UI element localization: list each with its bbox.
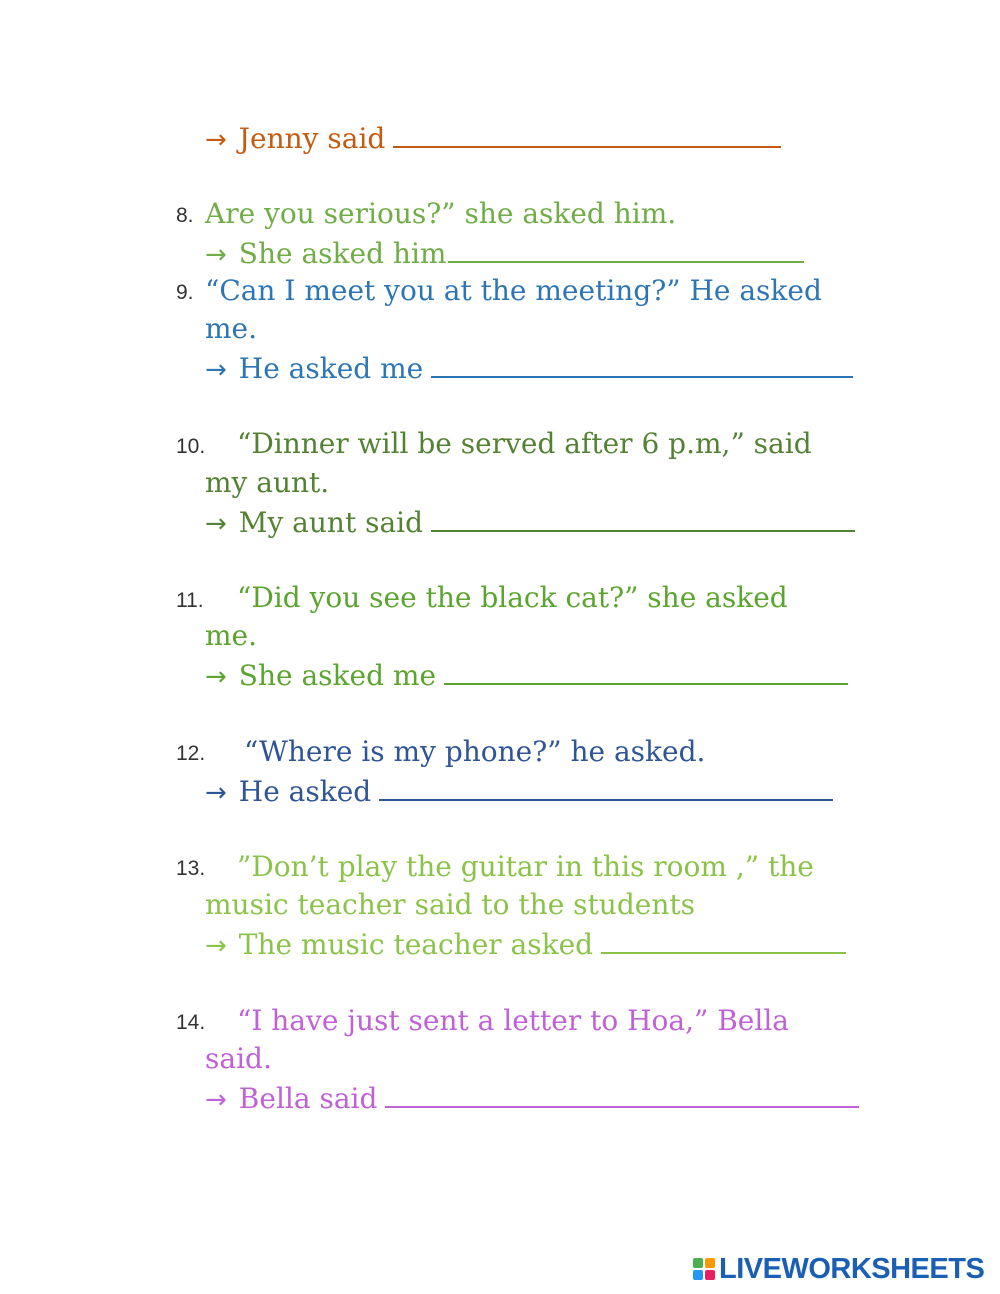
item-number: 13.	[176, 857, 206, 880]
answer-blank[interactable]	[431, 348, 853, 378]
answer-line-12	[205, 771, 833, 812]
question-line: Are you serious?” she asked him.	[205, 197, 677, 230]
item-number: 11.	[176, 589, 204, 612]
item-number: 12.	[176, 742, 206, 765]
answer-line-10	[205, 502, 855, 543]
answer-prefix: He asked me	[238, 352, 424, 385]
answer-blank[interactable]	[393, 118, 781, 148]
arrow-icon: →	[205, 1085, 227, 1115]
answer-line-7	[205, 118, 781, 159]
liveworksheets-logo-icon	[693, 1258, 715, 1280]
answer-blank[interactable]	[448, 233, 804, 263]
answer-prefix: He asked	[238, 775, 372, 808]
question-line: “Did you see the black cat?” she asked	[237, 581, 788, 614]
answer-blank[interactable]	[385, 1078, 859, 1108]
arrow-icon: →	[205, 931, 227, 961]
answer-line-14	[205, 1078, 859, 1119]
arrow-icon: →	[205, 355, 227, 385]
question-line: “Dinner will be served after 6 p.m,” said	[237, 427, 812, 460]
answer-line-11	[205, 655, 848, 696]
answer-line-9	[205, 348, 853, 389]
question-line: “Where is my phone?” he asked.	[244, 735, 706, 768]
arrow-icon: →	[205, 125, 227, 155]
arrow-icon: →	[205, 662, 227, 692]
question-line: said.	[205, 1042, 272, 1075]
arrow-icon: →	[205, 240, 227, 270]
item-number: 8.	[176, 204, 194, 227]
question-line: “Can I meet you at the meeting?” He asked	[205, 274, 822, 307]
answer-blank[interactable]	[601, 924, 846, 954]
answer-line-13	[205, 924, 846, 965]
item-number: 9.	[176, 281, 194, 304]
question-line: “I have just sent a letter to Hoa,” Bella	[237, 1004, 789, 1037]
answer-prefix: She asked me	[238, 659, 437, 692]
question-line: me.	[205, 619, 258, 652]
answer-prefix: She asked him	[238, 237, 447, 270]
answer-blank[interactable]	[431, 502, 855, 532]
answer-prefix: Jenny said	[238, 122, 386, 155]
question-line: music teacher said to the students	[205, 888, 695, 921]
answer-blank[interactable]	[444, 655, 848, 685]
answer-prefix: My aunt said	[238, 506, 424, 539]
arrow-icon: →	[205, 509, 227, 539]
arrow-icon: →	[205, 778, 227, 808]
item-number: 14.	[176, 1011, 206, 1034]
answer-blank[interactable]	[379, 771, 833, 801]
answer-prefix: The music teacher asked	[238, 928, 594, 961]
answer-line-8	[205, 233, 804, 274]
question-line: me.	[205, 312, 258, 345]
question-line: ”Don’t play the guitar in this room ,” the	[237, 850, 814, 883]
question-line: my aunt.	[205, 466, 330, 499]
brand-name: LIVEWORKSHEETS	[719, 1252, 985, 1285]
brand-footer	[693, 1252, 984, 1286]
item-number: 10.	[176, 435, 206, 458]
answer-prefix: Bella said	[238, 1082, 378, 1115]
